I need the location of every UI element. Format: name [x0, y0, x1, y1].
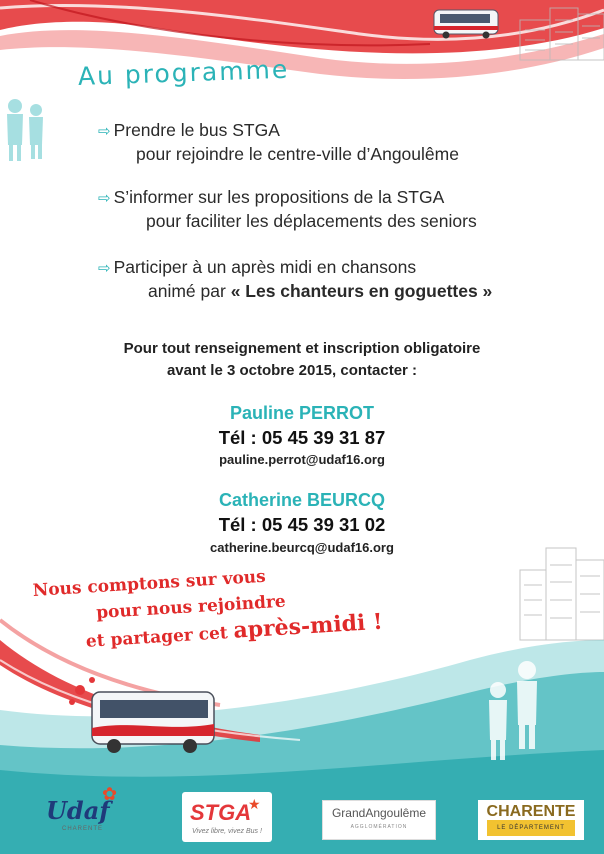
grandangouleme-logo-sub: AGGLOMÉRATION [350, 824, 408, 830]
contact-1-email[interactable]: pauline.perrot@udaf16.org [219, 452, 385, 467]
charente-logo-sub: LE DÉPARTEMENT [487, 820, 576, 836]
contact-intro-line1: Pour tout renseignement et inscription obligatoire [123, 340, 481, 357]
stga-logo-text: STGA [190, 800, 252, 825]
seniors-left-image [7, 99, 43, 161]
stga-logo-tagline: Vivez libre, vivez Bus ! [192, 828, 262, 835]
bus-bottom-image [92, 692, 214, 753]
program-item-1 [98, 119, 459, 166]
slogan-line3-prefix: et partager cet [85, 622, 235, 652]
udaf-logo-text: Udaf [46, 796, 110, 825]
program-item-1-line2: pour rejoindre le centre-ville d’Angoulême [136, 144, 459, 164]
program-item-2-line1: S’informer sur les propositions de la STGA [113, 187, 445, 207]
bus-top-image [434, 10, 498, 39]
contact-1-tel: Tél : 05 45 39 31 87 [218, 427, 386, 448]
program-item-3-line2-prefix: animé par [148, 281, 231, 301]
udaf-logo-sub: CHARENTE [62, 826, 104, 832]
program-item-2 [98, 186, 477, 233]
program-item-3-line1: Participer à un après midi en chansons [113, 257, 417, 277]
slogan-line2: pour nous rejoindre [95, 591, 287, 624]
contact-1-name: Pauline PERROT [229, 403, 375, 423]
program-item-3 [98, 256, 492, 303]
arrow-right-icon: ⇨ [98, 123, 111, 140]
grandangouleme-logo-part1: Grand [331, 806, 366, 820]
program-item-2-line2: pour faciliter les déplacements des seniors [146, 211, 477, 231]
grandangouleme-logo-part2: Angoulême [365, 806, 427, 820]
charente-logo [478, 800, 584, 840]
contact-intro-line2: avant le 3 octobre 2015, contacter : [166, 362, 418, 379]
grandangouleme-logo [322, 800, 436, 840]
program-item-1-line1: Prendre le bus STGA [113, 120, 280, 140]
contact-intro [0, 338, 604, 382]
arrow-right-icon: ⇨ [98, 260, 111, 277]
arrow-right-icon: ⇨ [98, 190, 111, 207]
contact-2-name: Catherine BEURCQ [218, 490, 386, 510]
contact-2-email[interactable]: catherine.beurcq@udaf16.org [210, 540, 394, 555]
slogan-line1: Nous comptons sur vous [32, 566, 267, 601]
slogan-line3-big: après-midi ! [232, 608, 384, 644]
program-item-3-line2-bold: « Les chanteurs en goguettes » [230, 281, 493, 301]
stga-logo [182, 792, 272, 842]
contact-2-tel: Tél : 05 45 39 31 02 [218, 514, 386, 535]
charente-logo-text: CHARENTE [486, 803, 576, 820]
flower-icon: ✿ [102, 784, 118, 804]
page-title: Au programme [77, 54, 290, 91]
figure-icon: ★ [248, 796, 261, 812]
udaf-logo [40, 782, 130, 838]
